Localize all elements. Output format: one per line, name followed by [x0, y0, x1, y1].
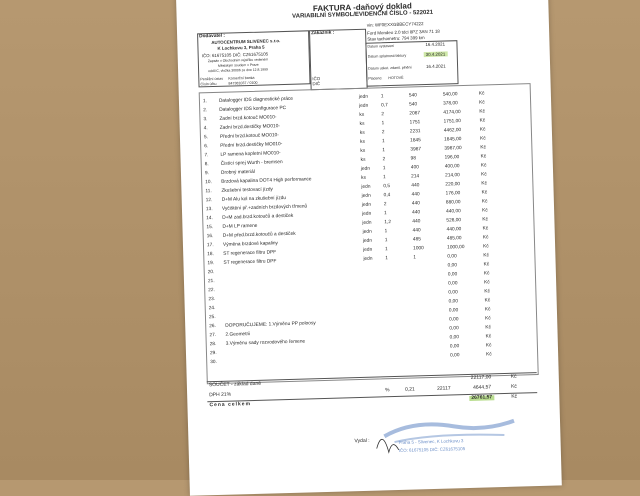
item-currency: Kč [483, 271, 490, 277]
item-unit-price: 1 [413, 255, 417, 261]
issue-date-value: 16.4.2021 [425, 41, 446, 48]
item-total: 0,00 [449, 317, 459, 323]
item-currency: Kč [479, 127, 486, 133]
item-description: Datalogger IDS diagnostické práce [218, 96, 294, 104]
vehicle-model: Ford Mondeo 2.0 tdci 8PZ 3AN 71 18 [367, 28, 440, 36]
item-unit: jedn [363, 256, 373, 262]
item-currency: Kč [484, 307, 491, 313]
item-number: 27. [209, 333, 217, 339]
item-total: 528,00 [446, 218, 462, 224]
item-currency: Kč [479, 100, 485, 106]
vehicle-km: Stav tachometru: 794 399 km [367, 35, 425, 42]
item-number: 20. [207, 270, 215, 276]
item-currency: Kč [480, 154, 487, 160]
item-total: 0,00 [448, 299, 459, 305]
item-unit-price: 3987 [410, 147, 422, 153]
item-total: 485,00 [446, 236, 462, 242]
item-unit-price: 2087 [409, 111, 421, 117]
item-description: ST regenerace filtru DPF [223, 250, 277, 257]
item-number: 13. [205, 207, 213, 213]
item-qty: 1 [384, 238, 388, 244]
base-value: 22117,00 [470, 374, 492, 381]
item-unit: jedn [361, 193, 371, 199]
item-unit: jedn [362, 220, 372, 226]
item-number: 8. [204, 162, 209, 168]
item-currency: Kč [482, 226, 489, 232]
item-unit: jedn [362, 238, 373, 244]
item-unit-price: 540 [408, 93, 417, 99]
supplier-ico-dic: IČO: 61675105 DIČ: CZ61675105 [201, 51, 269, 59]
item-currency: Kč [481, 172, 487, 178]
item-unit-price: 440 [412, 210, 421, 216]
item-total: 0,00 [448, 290, 458, 296]
item-number: 17. [206, 243, 214, 249]
item-number: 2. [203, 108, 208, 114]
due-date-label: Datum splatnosti faktury [367, 53, 407, 59]
customer-label: Zákazník : [311, 30, 335, 37]
base-currency: Kč [510, 373, 517, 380]
item-currency: Kč [481, 181, 488, 187]
item-number: 1. [202, 99, 208, 105]
item-number: 12. [205, 198, 213, 204]
vat-label: DPH 21% [209, 391, 232, 399]
item-total: 0,00 [447, 263, 458, 269]
item-unit-price: 2231 [409, 129, 421, 135]
item-currency: Kč [483, 244, 489, 250]
item-number: 30. [210, 360, 217, 366]
item-number: 29. [209, 351, 217, 357]
item-total: 4462,00 [443, 128, 462, 134]
item-unit-price: 440 [412, 219, 421, 225]
item-qty: 1 [384, 211, 387, 217]
item-total: 0,00 [449, 335, 460, 341]
item-unit-price: 214 [411, 174, 420, 180]
item-total: 196,00 [444, 155, 460, 161]
item-currency: Kč [485, 334, 492, 340]
item-qty: 2 [383, 202, 387, 208]
issued-by-label: Vydal : [354, 437, 370, 445]
item-total: 0,00 [448, 308, 459, 314]
item-description: D+M zad.brzd.kotoučů a destiček [222, 213, 294, 221]
item-qty: 1,2 [384, 220, 392, 226]
item-total: 1751,00 [443, 119, 462, 125]
item-description: D+M Alu kol na zkušební jízdu [221, 196, 287, 203]
item-description: Drobný materiál [220, 169, 255, 176]
item-unit-price: 540 [409, 102, 418, 108]
total-value: 26761,57 [469, 395, 494, 401]
item-unit-price: 440 [411, 183, 420, 189]
item-total: 880,00 [445, 200, 461, 206]
item-description: Datalogger IDS konfigurace PC [219, 105, 287, 113]
item-number: 26. [209, 324, 216, 330]
item-qty: 0,5 [383, 184, 391, 190]
item-unit: ks [359, 112, 365, 118]
item-qty: 1 [382, 139, 385, 145]
supplier-reg-3: oddíl C, vložka 30006 ze dne 12.8.1999 [208, 67, 268, 74]
item-total: 0,00 [447, 272, 458, 278]
item-currency: Kč [484, 298, 491, 304]
item-unit: ks [360, 148, 366, 154]
issue-date-label: Datum vystavení [367, 43, 395, 49]
item-unit: jedn [359, 103, 369, 109]
supplier-reg-1: Zapsán v Obchodním rejstříku vedeném [207, 57, 269, 64]
item-description: LP ramena kopletní MO010- [220, 151, 281, 158]
item-description: Přední brzd.kotouč MO010- [219, 133, 279, 140]
item-qty: 1 [382, 166, 386, 172]
item-total: 440,00 [446, 227, 462, 233]
item-qty: 2 [381, 112, 385, 118]
item-unit-price: 1000 [413, 246, 424, 252]
item-unit: ks [359, 121, 365, 127]
item-number: 28. [209, 342, 217, 348]
item-description: Výměna brzdové kapaliny [222, 241, 278, 248]
total-label: Cena celkem [209, 401, 252, 409]
item-description: Vyčištění př.+zadních brzdových třmenů [221, 204, 308, 212]
item-unit-price: 440 [412, 228, 421, 234]
item-description: Zadní brzd.kotouč MO010- [219, 115, 277, 122]
item-total: 400,00 [444, 164, 460, 170]
item-qty: 1 [381, 121, 385, 127]
vat-currency: Kč [510, 383, 517, 390]
company-stamp [374, 414, 525, 458]
item-unit-price: 485 [412, 237, 421, 243]
invoice-sheet [176, 0, 562, 496]
item-number: 9. [204, 171, 210, 177]
payment-value: HOTOVĚ [388, 75, 404, 81]
item-currency: Kč [486, 352, 492, 358]
item-currency: Kč [479, 109, 486, 115]
item-unit: jedn [360, 166, 371, 172]
items-table [199, 90, 537, 379]
item-currency: Kč [479, 118, 486, 124]
vat-rate: 0,21 [404, 386, 415, 393]
item-qty: 2 [381, 130, 385, 136]
vehicle-vin: vin: WF0EXXGBBECY74222 [366, 21, 424, 28]
item-description: Zadní brzd.destičky MO010- [219, 124, 281, 131]
item-currency: Kč [485, 316, 491, 322]
bank-value: Komerční banka [228, 75, 255, 81]
item-number: 18. [207, 252, 214, 258]
item-qty: 1 [384, 229, 388, 235]
item-number: 4. [203, 126, 208, 132]
item-qty: 0,7 [381, 103, 388, 109]
item-description: 3.Výměnu sady rozvodového řemene [225, 339, 306, 347]
item-unit: ks [360, 139, 366, 145]
due-date-value: 30.4.2021 [424, 51, 448, 57]
item-description: D+M před.brzd.kotoučů a destiček [222, 231, 296, 239]
taxable-date-label: Datum uskut. zdanit. plnění [368, 65, 412, 71]
item-currency: Kč [485, 343, 492, 349]
item-unit: jedn [361, 202, 372, 208]
item-qty: 1 [385, 256, 389, 262]
item-description: Přední brzd.destičky MO010- [220, 142, 283, 149]
item-number: 6. [204, 144, 209, 150]
item-currency: Kč [482, 217, 489, 223]
bank-label: Peněžní ústav [200, 76, 224, 82]
item-unit-price: 98 [410, 156, 417, 162]
item-description: DOPORUČUJEME: 1.Výměnu PP poloosy [225, 321, 316, 329]
item-number: 25. [208, 315, 216, 321]
item-number: 5. [203, 135, 209, 141]
item-currency: Kč [478, 91, 485, 97]
item-total: 440,00 [446, 209, 461, 215]
stamp-address: Praha 5 - Slivenec, K Lochkovu 3 [398, 438, 464, 445]
item-total: 0,00 [447, 254, 457, 260]
item-total: 0,00 [449, 326, 459, 332]
item-currency: Kč [480, 136, 486, 142]
invoice-title: FAKTURA -daňový doklad [312, 1, 412, 14]
item-currency: Kč [482, 235, 489, 241]
supplier-reg-2: Městským soudem v Praze [217, 62, 259, 68]
item-number: 15. [206, 225, 214, 231]
item-total: 176,00 [445, 191, 461, 197]
item-unit-price: 1751 [409, 120, 421, 126]
supplier-address: K Lochkovu 3, Praha 5 [217, 44, 265, 51]
item-total: 1000,00 [447, 245, 465, 251]
item-total: 3987,00 [444, 146, 462, 152]
item-currency: Kč [481, 190, 488, 196]
item-total: 540,00 [442, 92, 458, 98]
supplier-name: AUTOCENTRUM SLIVENEC s.r.o. [211, 38, 281, 46]
item-qty: 1 [380, 94, 384, 100]
item-qty: 0,4 [383, 193, 391, 199]
item-total: 4174,00 [443, 110, 461, 116]
customer-ico-label: IČO [312, 76, 321, 82]
vat-percent-sign: % [385, 387, 390, 394]
item-number: 14. [206, 216, 213, 222]
item-unit-price: 1845 [410, 138, 421, 144]
item-unit: ks [361, 175, 367, 181]
item-number: 16. [206, 234, 214, 240]
item-qty: 1 [382, 148, 386, 154]
item-total: 1845,00 [444, 137, 462, 143]
item-currency: Kč [483, 253, 490, 259]
item-currency: Kč [480, 145, 487, 151]
item-description: ST regenerace filtru DPF [223, 259, 277, 266]
item-unit: jedn [362, 211, 372, 217]
payment-label: Placeno: [368, 76, 383, 81]
item-description: 2.Geometrii [225, 332, 251, 338]
item-unit-price: 440 [411, 201, 420, 207]
vat-base: 22117 [436, 385, 451, 392]
supplier-label: Dodavatel : [199, 33, 226, 40]
account-label: Číslo účtu [200, 81, 217, 87]
item-currency: Kč [482, 208, 488, 214]
item-total: 378,00 [443, 101, 458, 107]
item-unit: ks [359, 130, 365, 136]
customer-dic-label: DIČ [312, 81, 321, 87]
item-unit-price: 440 [411, 192, 420, 198]
item-number: 22. [208, 288, 215, 294]
stamp-ico: IČO: 61675105 DIČ: CZ61675105 [398, 446, 466, 453]
item-number: 23. [208, 297, 216, 303]
item-unit: jedn [361, 184, 371, 190]
item-unit: jedn [363, 247, 373, 253]
item-number: 11. [205, 189, 212, 195]
item-qty: 1 [385, 247, 388, 253]
item-description: D+M LP ramene [222, 223, 258, 230]
item-currency: Kč [483, 262, 490, 268]
item-description: Zkušební testovací jízdy [221, 187, 273, 194]
item-number: 10. [205, 180, 212, 186]
item-currency: Kč [480, 163, 487, 169]
item-number: 3. [203, 117, 208, 123]
item-currency: Kč [484, 280, 490, 286]
item-total: 0,00 [448, 281, 458, 287]
item-currency: Kč [484, 289, 491, 295]
item-qty: 2 [382, 157, 386, 163]
item-description: Čistící sprej Wurth - bremsen [220, 160, 283, 167]
item-total: 0,00 [449, 344, 460, 350]
invoice-subtitle: VARIABILNÍ SYMBOL/EVIDENČNÍ ČÍSLO - 522021 [292, 9, 434, 20]
item-number: 19. [207, 261, 215, 267]
item-currency: Kč [485, 325, 492, 331]
item-description: Brzdová kapalina DOT4 High performance [221, 177, 312, 185]
vat-value: 4644,57 [472, 384, 492, 391]
item-unit-price: 400 [410, 165, 419, 171]
account-value: 847381037 / 0100 [228, 80, 258, 86]
item-total: 214,00 [445, 173, 460, 179]
base-label: SOUČET - základ daně [208, 380, 262, 389]
item-unit: jedn [362, 229, 372, 235]
taxable-date-value: 16.4.2021 [425, 63, 446, 70]
item-number: 24. [208, 306, 216, 312]
item-number: 7. [204, 153, 209, 159]
item-currency: Kč [481, 199, 488, 205]
item-unit: ks [360, 157, 366, 163]
item-unit: jedn [358, 94, 369, 100]
item-qty: 1 [383, 175, 386, 181]
item-total: 220,00 [445, 182, 461, 188]
item-number: 21. [207, 279, 215, 285]
total-currency: Kč [511, 393, 518, 400]
item-total: 0,00 [450, 353, 460, 359]
